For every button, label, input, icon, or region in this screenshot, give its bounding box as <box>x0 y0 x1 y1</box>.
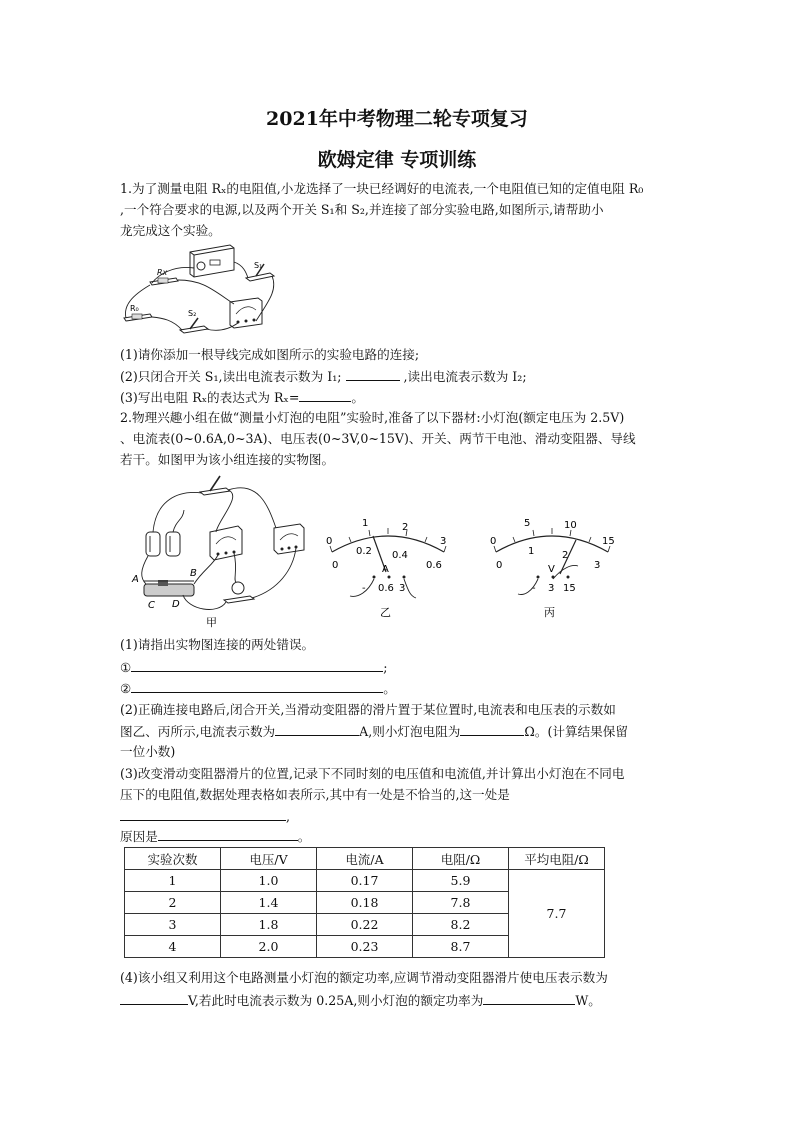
ammeter <box>230 298 262 328</box>
terminal-d-label: D <box>172 599 180 610</box>
q1-part-3-text-a: (3)写出电阻 Rₓ的表达式为 Rₓ= <box>120 390 300 405</box>
q2-answer-blank-current[interactable] <box>275 721 359 736</box>
q2-part-4-line-2 <box>120 990 601 1011</box>
table-cell: 0.18 <box>317 892 413 914</box>
q2-part-4-text-b: W。 <box>575 993 601 1008</box>
terminal-a-label: A <box>132 574 139 585</box>
yi-top-1: 1 <box>362 518 369 529</box>
q2-part-2-line-1: (2)正确连接电路后,闭合开关,当滑动变阻器的滑片置于某位置时,电流表和电压表的示数如 <box>120 702 616 717</box>
table-cell: 3 <box>125 914 221 936</box>
data-table <box>124 847 605 958</box>
q2-answer-blank-voltage[interactable] <box>120 990 188 1005</box>
r0-label: R₀ <box>130 304 139 313</box>
q2-answer-blank-reason[interactable] <box>158 826 298 841</box>
q2-stem-line-2: 、电流表(0~0.6A,0~3A)、电压表(0~3V,0~15V)、开关、两节干电池、滑动变阻器、导线 <box>120 431 636 446</box>
yi-bottom-0: 0 <box>332 560 339 571</box>
q2-part-2-text-c: Ω。(计算结果保留 <box>524 724 628 739</box>
q2-part-3-text-a: 原因是 <box>120 829 158 844</box>
q2-part-4-text-a: V,若此时电流表示数为 0.25A,则小灯泡的额定功率为 <box>188 993 484 1008</box>
resistor-r0 <box>124 304 152 321</box>
q2-part-3-line-2: 压下的电阻值,数据处理表格如表所示,其中有一处是不恰当的,这一处是 <box>120 787 510 802</box>
battery-pack <box>146 532 180 556</box>
q2-answer-blank-power[interactable] <box>483 990 575 1005</box>
table-cell: 2 <box>125 892 221 914</box>
table-cell: 7.8 <box>413 892 509 914</box>
yi-bottom-04: 0.4 <box>392 550 408 561</box>
yi-term-06: 0.6 <box>378 583 394 594</box>
q2-part-3-comma: , <box>286 809 291 824</box>
q2-part-1-answer-2 <box>120 678 396 699</box>
q2-answer-blank-resistance[interactable] <box>460 721 524 736</box>
table-header: 平均电阻/Ω <box>509 848 605 870</box>
table-header: 电阻/Ω <box>413 848 509 870</box>
q2-stem-line-1: 2.物理兴趣小组在做“测量小灯泡的电阻”实验时,准备了以下器材:小灯泡(额定电压为 2.5V) <box>120 410 625 425</box>
ammeter <box>210 526 242 560</box>
s1-label: S₁ <box>254 261 263 270</box>
bing-bottom-0: 0 <box>496 560 503 571</box>
terminal-c-label: C <box>148 600 155 611</box>
q2-answer-blank-error-1[interactable] <box>131 657 383 672</box>
bing-term-3: 3 <box>548 583 555 594</box>
bing-bottom-1: 1 <box>528 546 535 557</box>
table-header: 电压/V <box>221 848 317 870</box>
q1-part-3 <box>120 387 364 408</box>
yi-bottom-02: 0.2 <box>356 546 372 557</box>
table-cell: 5.9 <box>413 870 509 892</box>
table-cell: 1.4 <box>221 892 317 914</box>
figure-bing-caption: 丙 <box>544 606 555 619</box>
table-cell: 4 <box>125 936 221 958</box>
table-cell: 0.23 <box>317 936 413 958</box>
table-cell: 1.0 <box>221 870 317 892</box>
table-cell: 8.2 <box>413 914 509 936</box>
power-supply <box>190 245 234 277</box>
q2-part-2-line-3: 一位小数) <box>120 744 176 759</box>
table-cell: 0.22 <box>317 914 413 936</box>
yi-top-2: 2 <box>402 522 409 533</box>
yi-bottom-06: 0.6 <box>426 560 442 571</box>
q1-answer-blank-rx[interactable] <box>299 387 351 402</box>
q2-part-1-answer-1 <box>120 657 388 678</box>
bing-term-15: 15 <box>563 583 576 594</box>
bing-top-10: 10 <box>564 520 577 531</box>
bing-top-0: 0 <box>490 536 497 547</box>
figure-jia-caption: 甲 <box>206 616 217 629</box>
switch <box>200 476 230 495</box>
q2-part-3-line-3 <box>120 806 290 827</box>
table-average-cell: 7.7 <box>509 870 605 958</box>
yi-term-minus: - <box>362 583 366 594</box>
q2-answer-blank-error-2[interactable] <box>131 678 383 693</box>
yi-term-3: 3 <box>399 583 406 594</box>
q2-part-3-line-4 <box>120 826 310 847</box>
page-subtitle: 欧姆定律 专项训练 <box>317 149 477 171</box>
table-row <box>125 870 605 892</box>
lamp <box>224 582 254 603</box>
q2-stem-line-3: 若干。如图甲为该小组连接的实物图。 <box>120 452 335 467</box>
rx-label: Rx <box>157 268 168 277</box>
table-cell: 8.7 <box>413 936 509 958</box>
table-cell: 2.0 <box>221 936 317 958</box>
q1-part-2-text-a: (2)只闭合开关 S₁,读出电流表示数为 I₁; <box>120 369 342 384</box>
page-title: 2021年中考物理二轮专项复习 <box>266 108 528 130</box>
yi-top-0: 0 <box>326 536 333 547</box>
q2-figure-bing-voltmeter-dial <box>482 512 622 622</box>
q1-part-2 <box>120 366 527 387</box>
table-header: 实验次数 <box>125 848 221 870</box>
yi-top-3: 3 <box>440 536 447 547</box>
switch-s2 <box>180 309 208 333</box>
q1-part-2-text-b: ,读出电流表示数为 I₂; <box>403 369 527 384</box>
bing-term-minus: - <box>532 583 536 594</box>
circle-1-marker: ① <box>120 660 132 675</box>
q2-part-4-line-1: (4)该小组又利用这个电路测量小灯泡的额定功率,应调节滑动变阻器滑片使电压表示数为 <box>120 970 608 985</box>
q2-figure-jia <box>128 470 318 630</box>
q2-part-2-text-b: A,则小灯泡电阻为 <box>359 724 461 739</box>
q1-stem-line-3: 龙完成这个实验。 <box>120 223 221 238</box>
q2-part-3-line-1: (3)改变滑动变阻器滑片的位置,记录下不同时刻的电压值和电流值,并计算出小灯泡在不同电 <box>120 766 625 781</box>
table-header: 电流/A <box>317 848 413 870</box>
bing-bottom-2: 2 <box>562 550 569 561</box>
q2-part-1-end-2: 。 <box>383 681 396 696</box>
terminal-b-label: B <box>190 568 197 579</box>
q1-stem-line-2: ,一个符合要求的电源,以及两个开关 S₁和 S₂,并连接了部分实验电路,如图所示,请帮助小 <box>120 202 604 217</box>
voltmeter <box>274 524 304 554</box>
figure-yi-caption: 乙 <box>380 606 391 619</box>
q2-part-2-text-a: 图乙、丙所示,电流表示数为 <box>120 724 276 739</box>
q1-stem-line-1: 1.为了测量电阻 Rₓ的电阻值,小龙选择了一块已经调好的电流表,一个电阻值已知的定值电阻 R₀ <box>120 181 644 196</box>
q1-part-1: (1)请你添加一根导线完成如图所示的实验电路的连接; <box>120 347 420 362</box>
bing-top-15: 15 <box>602 536 615 547</box>
rheostat <box>131 568 197 611</box>
q2-figure-yi-ammeter-dial <box>318 512 458 622</box>
switch-s1 <box>246 261 274 281</box>
yi-unit: A <box>382 564 389 575</box>
q2-part-1-end-1: ; <box>383 660 388 675</box>
q1-answer-blank-step[interactable] <box>346 366 400 381</box>
q2-answer-blank-improper-item[interactable] <box>120 806 286 821</box>
table-cell: 1 <box>125 870 221 892</box>
table-header-row <box>125 848 605 870</box>
q2-part-2-line-2 <box>120 721 628 742</box>
circle-2-marker: ② <box>120 681 132 696</box>
bing-bottom-3: 3 <box>594 560 601 571</box>
bing-top-5: 5 <box>524 518 531 529</box>
q1-part-3-text-b: 。 <box>351 390 364 405</box>
resistor-rx <box>150 268 178 285</box>
table-cell: 0.17 <box>317 870 413 892</box>
q1-circuit-figure <box>118 240 283 340</box>
q2-part-1: (1)请指出实物图连接的两处错误。 <box>120 637 315 652</box>
bing-unit: V <box>548 564 555 575</box>
q2-part-3-text-b: 。 <box>297 829 311 844</box>
s2-label: S₂ <box>188 309 197 318</box>
table-cell: 1.8 <box>221 914 317 936</box>
